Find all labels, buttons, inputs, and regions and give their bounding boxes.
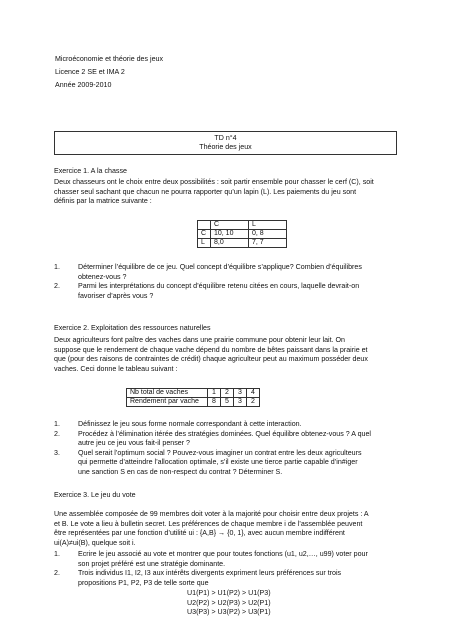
table-cell: Rendement par vache: [127, 398, 208, 407]
item-text: Déterminer l’équilibre de ce jeu. Quel concept d’équilibre s’applique? Combien d’équilibres: [78, 263, 362, 271]
academic-year: Année 2009-2010: [55, 81, 112, 89]
preference-line: U3(P3) > U3(P2) > U3(P1): [187, 608, 271, 617]
item-number: 1.: [54, 420, 60, 428]
intro-line: ui(A)≠ui(B), quelque soit i.: [54, 538, 136, 547]
list-item: [54, 430, 395, 449]
item-text: qui permette d’atteindre l’allocation optimale, s’il existe une tierce partie capable d’in#iger: [78, 458, 358, 467]
item-number: 3.: [54, 448, 60, 457]
item-text: Définissez le jeu sous forme normale correspondant à cette interaction.: [78, 420, 302, 428]
preference-line: U1(P1) > U1(P2) > U1(P3): [187, 589, 271, 597]
item-text: obtenez-vous ?: [78, 272, 127, 281]
intro-line: être représentées par une fonction d’utilité ui : {A,B} → {0, 1}, avec aucun membre indifférent: [54, 529, 345, 538]
course-level: Licence 2 SE et IMA 2: [55, 68, 125, 76]
table-cell: 8: [208, 398, 221, 407]
item-text: Parmi les interprétations du concept d’équilibre retenu citées en cours, laquelle devrait-on: [78, 282, 360, 291]
table-row: [198, 230, 287, 239]
list-item: [54, 420, 395, 430]
intro-line: suppose que le rendement de chaque vache dépend du nombre de bêtes paissant dans la prairie et: [54, 345, 368, 354]
item-text: propositions P1, P2, P3 de telle sorte que: [78, 578, 209, 587]
exercise-3-intro: [54, 510, 397, 548]
td-number: TD n°4: [214, 134, 237, 142]
exercise-2-questions: [54, 420, 395, 478]
table-cell: 3: [234, 389, 247, 398]
table-cell: L: [198, 239, 211, 248]
table-row: [198, 239, 287, 248]
intro-line: et B. Le vote a lieu à bulletin secret. Les préférences de chaque membre i de l’assemblée peuvent: [54, 519, 363, 528]
table-cell: 1: [208, 389, 221, 398]
cow-yield-table: [126, 388, 260, 407]
item-text: autre jeu ce jeu vous fait-il penser ?: [78, 439, 190, 448]
item-number: 1.: [54, 263, 60, 271]
exercise-3-heading: Exercice 3. Le jeu du vote: [54, 491, 136, 499]
list-item: [54, 282, 395, 301]
exercise-3-questions: [54, 550, 395, 588]
exercise-1-intro: [54, 178, 397, 207]
item-text: Procédez à l’élimination itérée des stratégies dominées. Quel équilibre obtenez-vous ? A quel: [78, 429, 371, 438]
payoff-matrix: [197, 220, 287, 248]
item-text: son projet préféré est une stratégie dominante.: [78, 559, 226, 568]
table-cell: C: [198, 230, 211, 239]
item-text: Ecrire le jeu associé au vote et montrer que pour toutes fonctions (u1, u2,…, u99) voter pour: [78, 550, 368, 558]
item-text: Trois individus I1, I2, I3 aux intérêts divergents expriment leurs préférences sur trois: [78, 569, 342, 578]
exercise-1-heading: Exercice 1. A la chasse: [54, 167, 127, 175]
course-title: Microéconomie et théorie des jeux: [55, 55, 164, 63]
preference-orderings: [187, 589, 271, 618]
intro-line: définis par la matrice suivante :: [54, 197, 152, 206]
exercise-1-questions: [54, 263, 395, 301]
table-cell: 2: [221, 389, 234, 398]
list-item: [54, 550, 395, 569]
intro-line: Une assemblée composée de 99 membres doit voter à la majorité pour choisir entre deux projets : A: [54, 510, 369, 518]
table-cell: 3: [234, 398, 247, 407]
intro-line: Deux agriculteurs font paître des vaches dans une prairie commune pour obtenir leur lait. On: [54, 336, 345, 344]
item-number: 2.: [54, 429, 60, 438]
table-row: [127, 389, 260, 398]
exercise-2-intro: [54, 336, 397, 374]
intro-line: Deux chasseurs ont le choix entre deux possibilités : soit partir ensemble pour chasser le cerf (C), soit: [54, 178, 374, 186]
item-text: favoriser d’après vous ?: [78, 291, 154, 300]
item-text: Quel serait l’optimum social ? Pouvez-vous imaginer un contrat entre les deux agriculteurs: [78, 448, 362, 457]
exercise-2-heading: Exercice 2. Exploitation des ressources naturelles: [54, 324, 211, 332]
table-row: [127, 398, 260, 407]
intro-line: chasser seul sachant que chacun ne pourra rapporter qu’un lapin (L). Les paiements du jeu sont: [54, 187, 357, 196]
td-subject: Théorie des jeux: [199, 143, 252, 152]
table-cell: [198, 221, 211, 230]
table-cell: 10, 10: [211, 230, 249, 239]
table-cell: 7, 7: [249, 239, 287, 248]
title-box: [54, 131, 397, 155]
table-cell: L: [249, 221, 287, 230]
table-cell: Nb total de vaches: [127, 389, 208, 398]
preference-line: U2(P2) > U2(P3) > U2(P1): [187, 598, 271, 607]
table-cell: C: [211, 221, 249, 230]
list-item: [54, 569, 395, 588]
intro-line: vaches. Ceci donne le tableau suivant :: [54, 364, 178, 373]
table-cell: 4: [247, 389, 260, 398]
table-cell: 5: [221, 398, 234, 407]
list-item: [54, 449, 395, 478]
intro-line: que (pour des raisons de contraintes de crédit) chaque agriculteur peut au maximum posséder deux: [54, 355, 368, 364]
list-item: [54, 263, 395, 282]
item-text: une sanction S en cas de non-respect du contrat ? Déterminer S.: [78, 467, 283, 476]
table-row: [198, 221, 287, 230]
table-cell: 2: [247, 398, 260, 407]
item-number: 1.: [54, 550, 60, 558]
table-cell: 0, 8: [249, 230, 287, 239]
table-cell: 8,0: [211, 239, 249, 248]
item-number: 2.: [54, 569, 60, 578]
item-number: 2.: [54, 282, 60, 291]
